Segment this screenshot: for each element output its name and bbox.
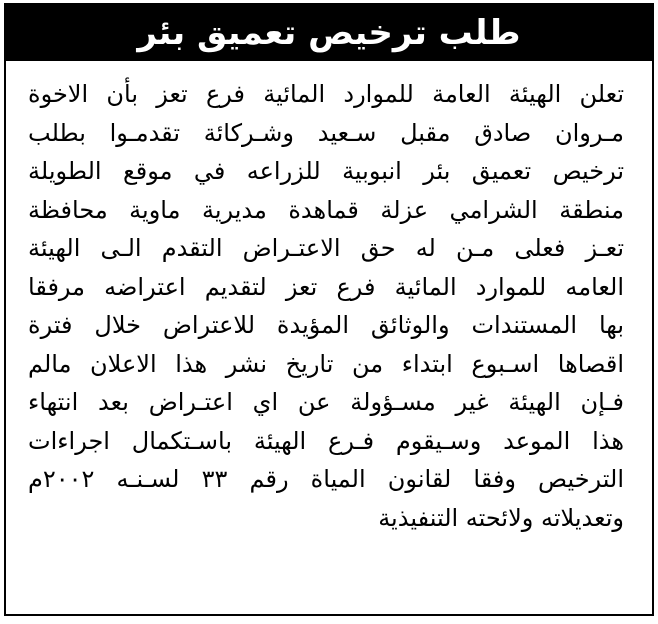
notice-line: منطقة الشرامي عزلة قماهدة مديرية ماوية محافظة bbox=[28, 195, 624, 224]
notice-line: مـروان صادق مقبل سـعيد وشـركائة تقدمـوا بطلب bbox=[28, 118, 624, 147]
notice-line: ترخيص تعميق بئر انبوبية للزراعه في موقع الطويلة bbox=[28, 157, 624, 185]
notice-line: تعلن الهيئة العامة للموارد المائية فرع تعز بأن الاخوة bbox=[28, 80, 624, 108]
notice-line: العامه للموارد المائية فرع تعز لتقديم اعتراضه مرفقا bbox=[28, 272, 624, 301]
notice-line: بها المستندات والوثائق المؤيدة للاعتراض خلال فترة bbox=[28, 311, 624, 339]
notice-body bbox=[6, 61, 652, 537]
notice-line: اقصاها اسـبوع ابتداء من تاريخ نشر هذا الاعلان مالم bbox=[28, 349, 624, 378]
notice-line-last: وتعديلاته ولائحته التنفيذية bbox=[378, 503, 624, 532]
notice-header bbox=[6, 5, 652, 61]
notice-line: تعـز فعلى مـن له حق الاعتـراض التقدم الـى الهيئة bbox=[28, 234, 624, 262]
notice-line: الترخيص وفقا لقانون المياة رقم ٣٣ لسـنـه ٢٠٠٢م bbox=[28, 465, 625, 493]
notice-line: هذا الموعد وسـيقوم فـرع الهيئة باسـتكمال اجراءات bbox=[28, 426, 624, 455]
notice-title: طلب ترخيص تعميق بئر bbox=[137, 13, 521, 53]
notice-box bbox=[4, 3, 654, 616]
notice-line: فـإن الهيئة غير مسـؤولة عن اي اعتـراض بعد انتهاء bbox=[28, 388, 624, 416]
